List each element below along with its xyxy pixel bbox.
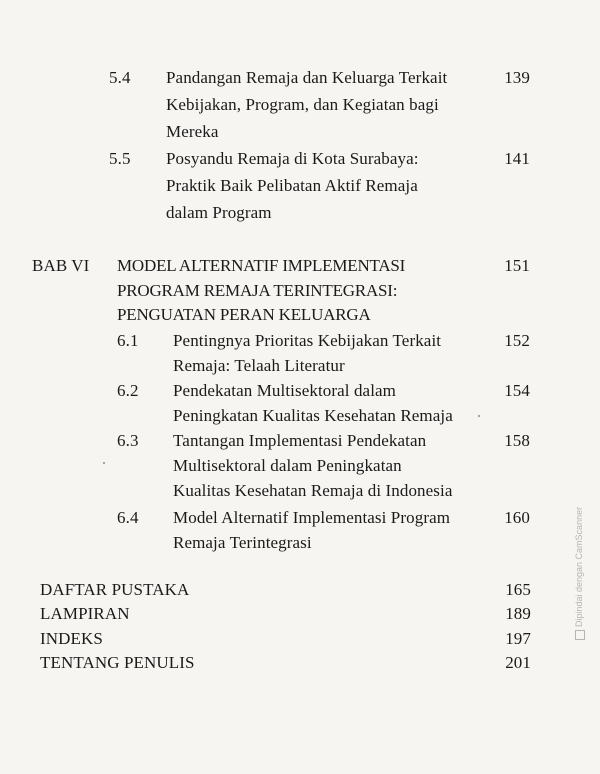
- toc-number-6-1: 6.1: [117, 331, 139, 350]
- toc-title-6-4-line2: Remaja Terintegrasi: [173, 533, 312, 552]
- toc-page-6-4: 160: [504, 508, 530, 527]
- toc-title-6-2-line2: Peningkatan Kualitas Kesehatan Remaja: [173, 406, 453, 425]
- toc-title-5-4-line3: Mereka: [166, 122, 219, 141]
- toc-title-6-1-line1: Pentingnya Prioritas Kebijakan Terkait: [173, 331, 442, 350]
- toc-title-6-3-line2: Multisektoral dalam Peningkatan: [173, 456, 402, 475]
- chapter-page: 151: [504, 256, 530, 275]
- camscanner-logo-icon: [575, 630, 585, 640]
- scan-speck: [478, 415, 480, 417]
- toc-title-5-4-line1: Pandangan Remaja dan Keluarga Terkait: [166, 68, 448, 87]
- chapter-title-line2: PROGRAM REMAJA TERINTEGRASI:: [117, 281, 398, 300]
- scanner-watermark: [574, 507, 585, 640]
- toc-page-daftar-pustaka: 165: [505, 580, 531, 599]
- toc-page-indeks: 197: [505, 629, 531, 648]
- toc-title-5-5-line3: dalam Program: [166, 203, 272, 222]
- toc-tentang-penulis: TENTANG PENULIS: [40, 653, 195, 672]
- toc-title-5-5-line2: Praktik Baik Pelibatan Aktif Remaja: [166, 176, 418, 195]
- scan-speck: [103, 462, 105, 464]
- toc-number-6-4: 6.4: [117, 508, 139, 527]
- toc-title-5-4-line2: Kebijakan, Program, dan Kegiatan bagi: [166, 95, 439, 114]
- watermark-text: Dipindai dengan CamScanner: [574, 506, 584, 627]
- toc-number-5-5: 5.5: [109, 149, 131, 168]
- toc-page-6-1: 152: [504, 331, 530, 350]
- chapter-title-line1: MODEL ALTERNATIF IMPLEMENTASI: [117, 256, 406, 275]
- toc-indeks: INDEKS: [40, 629, 103, 648]
- toc-page-lampiran: 189: [505, 604, 531, 623]
- toc-title-6-1-line2: Remaja: Telaah Literatur: [173, 356, 345, 375]
- chapter-title-line3: PENGUATAN PERAN KELUARGA: [117, 305, 371, 324]
- toc-page-6-2: 154: [504, 381, 530, 400]
- toc-title-5-5-line1: Posyandu Remaja di Kota Surabaya:: [166, 149, 419, 168]
- toc-number-5-4: 5.4: [109, 68, 131, 87]
- chapter-label: BAB VI: [32, 256, 90, 275]
- toc-title-6-2-line1: Pendekatan Multisektoral dalam: [173, 381, 396, 400]
- toc-page-6-3: 158: [504, 431, 530, 450]
- toc-page-5-4: 139: [504, 68, 530, 87]
- toc-page-5-5: 141: [504, 149, 530, 168]
- toc-number-6-2: 6.2: [117, 381, 139, 400]
- toc-title-6-3-line3: Kualitas Kesehatan Remaja di Indonesia: [173, 481, 453, 500]
- toc-title-6-4-line1: Model Alternatif Implementasi Program: [173, 508, 451, 527]
- toc-number-6-3: 6.3: [117, 431, 139, 450]
- toc-daftar-pustaka: DAFTAR PUSTAKA: [40, 580, 190, 599]
- toc-title-6-3-line1: Tantangan Implementasi Pendekatan: [173, 431, 427, 450]
- toc-page-tentang-penulis: 201: [505, 653, 531, 672]
- toc-lampiran: LAMPIRAN: [40, 604, 130, 623]
